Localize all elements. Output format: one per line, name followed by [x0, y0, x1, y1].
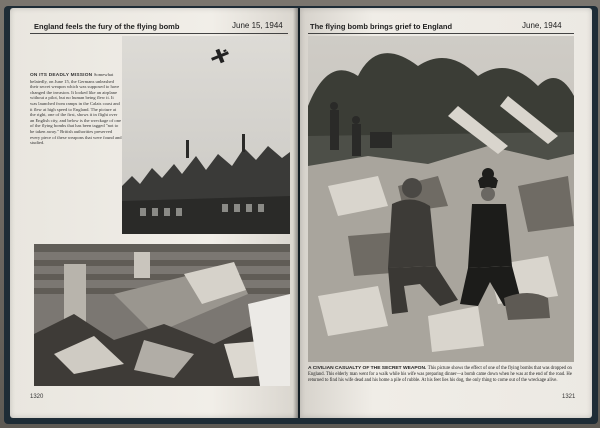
bomb-wreckage-photo	[34, 244, 290, 386]
left-running-head: England feels the fury of the flying bomb	[34, 22, 180, 31]
right-caption-head: A CIVILIAN CASUALTY OF THE SECRET WEAPON.	[308, 366, 428, 371]
left-caption-body: Somewhat belatedly, on June 15, the Germans unleashed their secret weapon which was supposed to have changed the invasion. It looked like an airplane without a pilot, but no human being flew it. It was launched from ramps in the Calais coast and it flew at high speed to England. The picture at the right, one of the first, shows it in flight over an English city, and below is the wreckage of one of the flying bombs that has been tagged "not to be taken away." British authorities preserved every piece of these weapons that were found and studied.	[30, 72, 122, 146]
right-page-date: June, 1944	[522, 21, 562, 30]
right-caption	[308, 366, 574, 383]
right-folio: 1321	[562, 394, 576, 400]
flying-bomb-illustration	[122, 36, 290, 234]
right-page	[300, 8, 592, 418]
right-caption-body: This picture shows the effect of one of the flying bombs that was dropped on England. This elderly man went for a walk while his wife was preparing dinner—a bomb came down when he was at the end of the road. He returned to find his wife dead and his home a pile of rubble. At his feet lies his dog, the only thing to come out of the wreckage alive.	[308, 366, 572, 383]
right-header-rule	[308, 33, 574, 34]
left-header-rule	[30, 33, 288, 34]
left-page	[10, 8, 298, 418]
left-caption-head: ON ITS DEADLY MISSION	[30, 73, 94, 78]
dog-figure	[504, 293, 550, 320]
left-caption	[30, 72, 122, 146]
rubble-scene-photo	[308, 36, 574, 362]
rubble-illustration	[308, 36, 574, 362]
left-folio: 1320	[30, 394, 44, 400]
left-page-date: June 15, 1944	[232, 21, 283, 30]
right-running-head: The flying bomb brings grief to England	[310, 22, 453, 31]
wreckage-illustration	[34, 244, 290, 386]
flying-bomb-sky-photo	[122, 36, 290, 234]
